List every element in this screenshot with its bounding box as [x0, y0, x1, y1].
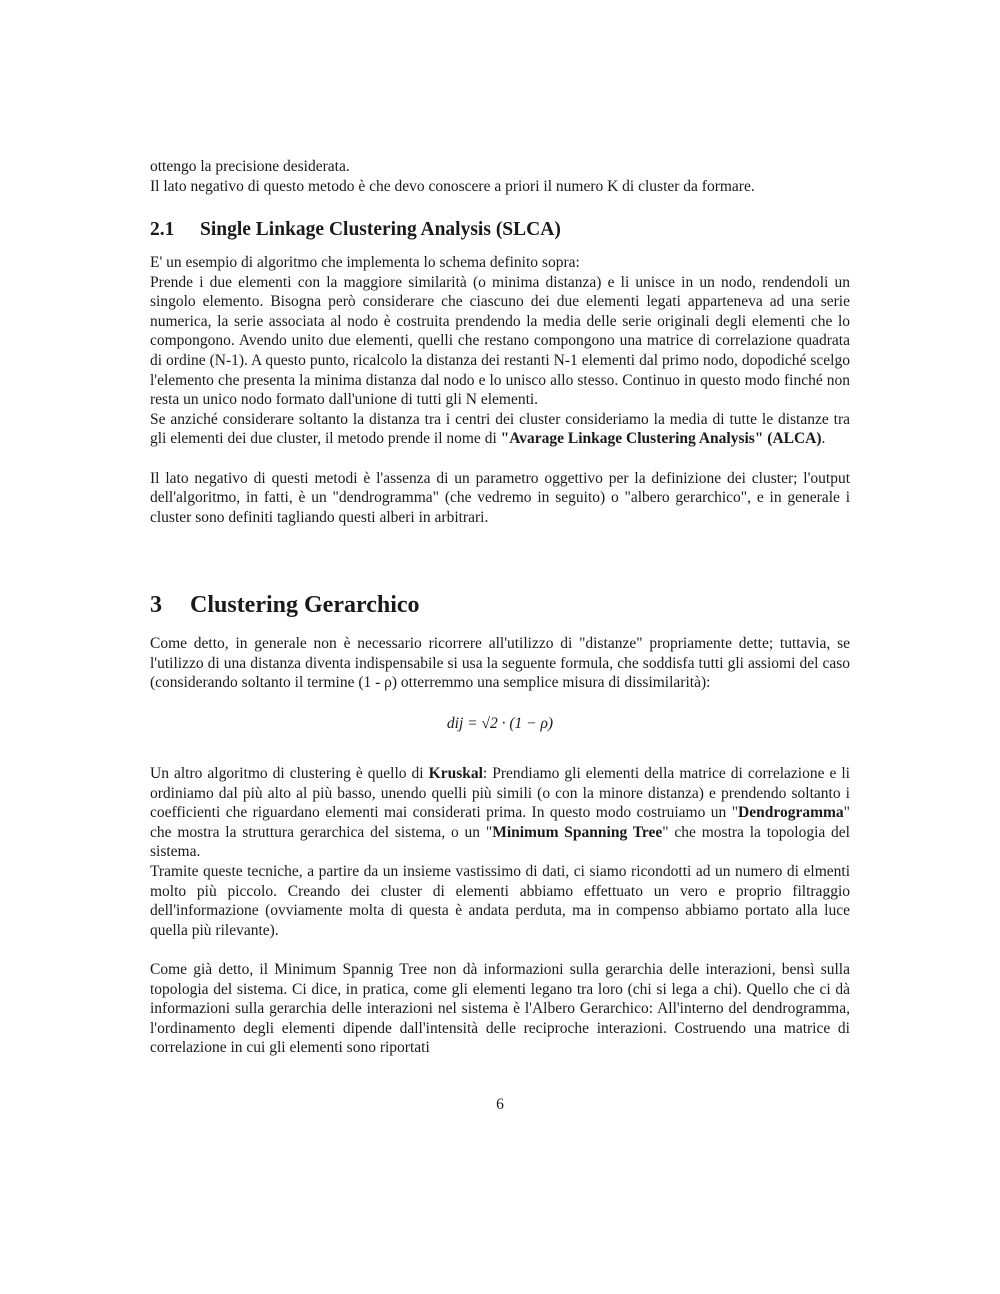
kruskal-text-a: Un altro algoritmo di clustering è quello di [150, 765, 429, 782]
subsection-title: Single Linkage Clustering Analysis (SLCA) [200, 219, 561, 240]
kruskal-text-c: : Prendiamo gli elementi della matrice di correlazione e li ordiniamo dal più alto al più basso, unendo quelli più simili (o con la minore distanza) e prendendo soltanto i coefficienti che riguardano elementi mai considerati prima. In questo modo costruiamo un " [150, 765, 850, 822]
kruskal-text-e: " che mostra la struttura gerarchica del sistema, o un " [150, 804, 850, 841]
kruskal-paragraph [150, 764, 850, 862]
subsection-paragraph-1: E' un esempio di algoritmo che implementa lo schema definito sopra: [150, 254, 580, 271]
subsection-paragraph-2: Prende i due elementi con la maggiore similarità (o minima distanza) e li unisce in un nodo, rendendoli un singolo elemento. Bisogna però considerare che ciascuno dei due elementi legati apparteneva ad una serie numerica, la serie associata al nodo è costruita prendendo la media delle serie originali degli elementi che lo compongono. Avendo unito due elementi, quelli che restano compongono una matrice di correlazione quadrata di ordine (N-1). A questo punto, ricalcolo la distanza dei restanti N-1 elementi dal primo nodo, dopodiché scelgo l'elemento che presenta la minima distanza dal nodo e lo unisco allo stesso. Continuo in questo modo finché non resta un unico nodo formato dall'unione di tutti gli N elementi. [150, 273, 850, 409]
mst-term: Minimum Spanning Tree [492, 823, 663, 841]
subsection-body [150, 253, 850, 527]
subsection-paragraph-3 [150, 410, 850, 449]
section-number: 3 [150, 592, 162, 618]
alca-end-text: . [821, 430, 826, 448]
section-paragraph-3: Tramite queste tecniche, a partire da un insieme vastissimo di dati, ci siamo ricondotti ad un numero di elmenti molto più piccolo. Creando dei cluster di elementi abbiamo effettuato un vero e proprio filtraggio dell'informazione (ovviamente molta di questa è andata perduta, ma in compenso abbiamo portato alla luce quella più rilevante). [150, 862, 850, 939]
subsection-paragraph-4: Il lato negativo di questi metodi è l'assenza di un parametro oggettivo per la definizione dei cluster; l'output dell'algoritmo, in fatti, è un "dendrogramma" (che vedremo in seguito) o "albero gerarchico", e in generale i cluster sono definiti tagliando questi alberi in arbitrari. [150, 469, 850, 526]
section-paragraph-1 [150, 634, 850, 693]
section-paragraph-4: Come già detto, il Minimum Spannig Tree non dà informazioni sulla gerarchia delle interazioni, bensì sulla topologia del sistema. Ci dice, in pratica, come gli elementi legano tra loro (chi si lega a chi). Quello che ci dà informazioni sulla gerarchia delle interazioni nel sistema è l'Albero Gerarchico: All'interno del dendrogramma, l'ordinamento degli elementi dipende dall'intensità delle reciproche interazioni. Costruendo una matrice di correlazione in cui gli elementi sono riportati [150, 960, 850, 1057]
distance-equation: dij = √2 · (1 − ρ) [446, 715, 554, 732]
kruskal-text-g: " che mostra la topologia del sistema. [150, 823, 850, 861]
intro-line-2: Il lato negativo di questo metodo è che devo conoscere a priori il numero K di cluster da formare. [150, 177, 755, 195]
kruskal-term: Kruskal [428, 765, 483, 782]
section-heading [150, 592, 850, 619]
section-body [150, 764, 850, 1058]
alca-intro-text: Se anziché considerare soltanto la distanza tra i centri dei cluster consideriamo la media di tutte le distanze tra gli elementi dei due cluster, il metodo prende il nome di [150, 410, 850, 448]
distance-intro-text: Come detto, in generale non è necessario ricorrere all'utilizzo di "distanze" propriamente dette; tuttavia, se l'utilizzo di una distanza diventa indispensabile si usa la seguente formula, che soddisfa tutti gli assiomi del caso (considerando soltanto il termine (1 - ρ) otterremmo una semplice misura di dissimilarità): [150, 635, 850, 692]
subsection-heading [150, 219, 850, 241]
section-title: Clustering Gerarchico [190, 592, 420, 618]
alca-term: "Avarage Linkage Clustering Analysis" (ALCA) [500, 430, 822, 448]
dendrogramma-term: Dendrogramma [738, 804, 844, 822]
intro-line-1: ottengo la precisione desiderata. [150, 158, 350, 175]
page-number: 6 [496, 1096, 504, 1113]
subsection-number: 2.1 [150, 219, 175, 240]
intro-paragraph [150, 157, 850, 196]
